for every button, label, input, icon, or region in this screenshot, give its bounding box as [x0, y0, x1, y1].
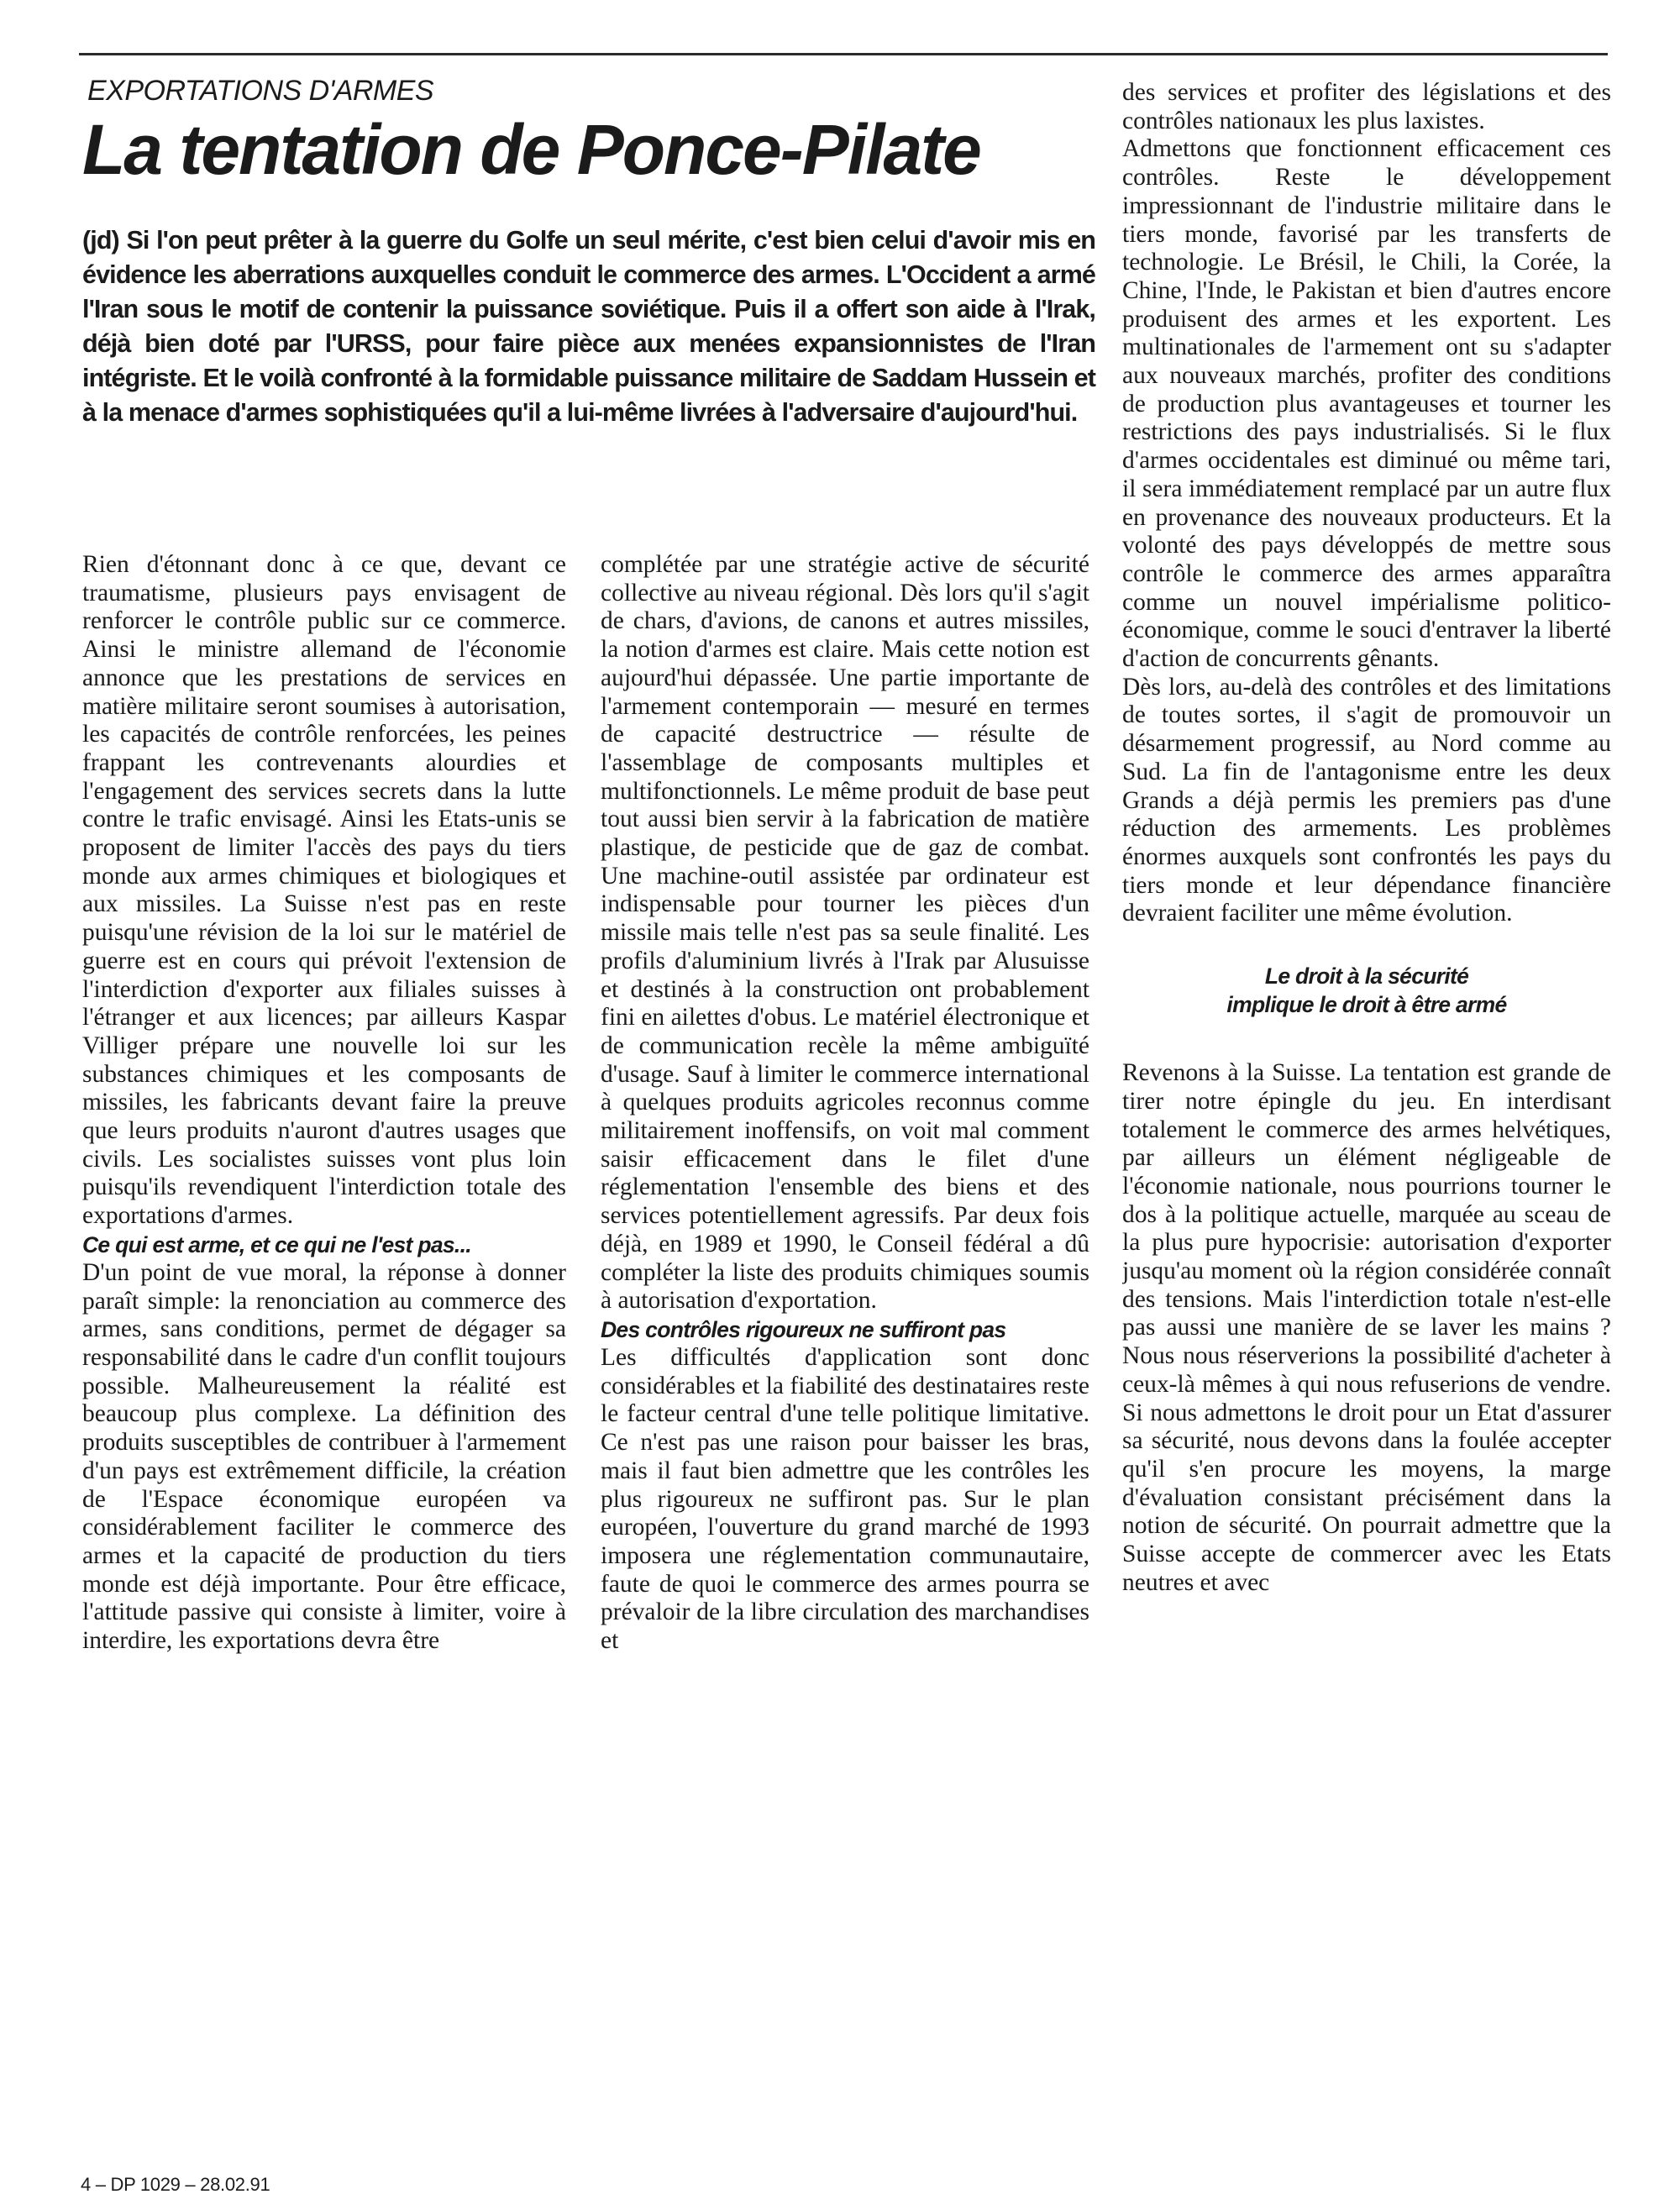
paragraph: Rien d'étonnant donc à ce que, devant ce traumatisme, plusieurs pays envisagent de renforcer le contrôle public sur ce commerce. Ainsi le ministre allemand de l'économie annonce que les prestations de services en matière militaire seront soumises à autorisation, les capacités de contrôle renforcées, les peines frappant les contrevenants alourdies et l'engagement des services secrets dans la lutte contre le trafic envisagé. Ainsi les Etats-unis se proposent de limiter l'accès des pays du tiers monde aux armes chimiques et biologiques et aux missiles. La Suisse n'est pas en reste puisqu'une révision de la loi sur le matériel de guerre est en cours qui prévoit l'extension de l'interdiction d'exporter aux filiales suisses à l'étranger et aux licences; par ailleurs Kaspar Villiger prépare une nouvelle loi sur les substances chimiques et les composants de missiles, les fabricants devant faire la preuve que leurs produits n'auront d'autres usages que civils. Les socialistes suisses vont plus loin puisqu'ils revendiquent l'interdiction totale des exportations d'armes.	[82, 551, 566, 1230]
top-rule	[79, 53, 1608, 55]
subheading: Des contrôles rigoureux ne suffiront pas	[601, 1316, 1006, 1342]
page-folio: 4 – DP 1029 – 28.02.91	[81, 2174, 270, 2195]
paragraph: Dès lors, au-delà des contrôles et des limitations de toutes sortes, il s'agit de promouvoir un désarmement progressif, au Nord comme au Sud. La fin de l'antagonisme entre les deux Grands a déjà permis les premiers pas d'une réduction des armements. Les problèmes énormes auxquels sont confrontés les pays du tiers monde et leur dépendance financière devraient faciliter une même évolution.	[1122, 673, 1611, 927]
kicker: EXPORTATIONS D'ARMES	[87, 75, 434, 107]
paragraph: des services et profiter des législations et des contrôles nationaux les plus laxistes.	[1122, 79, 1611, 134]
column-2	[601, 551, 1089, 2055]
column-1	[82, 551, 566, 2055]
paragraph: Revenons à la Suisse. La tentation est grande de tirer notre épingle du jeu. En interdisant totalement le commerce des armes helvétiques, par ailleurs un élément négligeable de l'économie nationale, nous pourrions tourner le dos à la politique actuelle, marquée au sceau de la plus pure hypocrisie: autorisation d'exporter jusqu'au moment où la région considérée connaît des tensions. Mais l'interdiction totale n'est-elle pas aussi une manière de se laver les mains ? Nous nous réserverions la possibilité d'acheter à ceux-là mêmes à qui nous refuserions de vendre. Si nous admettons le droit pour un Etat d'assurer sa sécurité, nous devons dans la foulée accepter qu'il s'en procure les moyens, la marge d'évaluation consistant précisément dans la notion de sécurité. On pourrait admettre que la Suisse accepte de commercer avec les Etats neutres et avec	[1122, 1059, 1611, 1596]
subheading-line: implique le droit à être armé	[1226, 992, 1507, 1018]
article-title: La tentation de Ponce-Pilate	[82, 110, 980, 189]
subheading-line: Le droit à la sécurité	[1264, 963, 1469, 990]
paragraph: Les difficultés d'application sont donc considérables et la fiabilité des destinataires reste le facteur central d'une telle politique limitative. Ce n'est pas une raison pour baisser les bras, mais il faut bien admettre que les contrôles les plus rigoureux ne suffiront pas. Sur le plan européen, l'ouverture du grand marché de 1993 imposera une réglementation communautaire, faute de quoi le commerce des armes pourra se prévaloir de la libre circulation des marchandises et	[601, 1343, 1089, 1655]
paragraph: complétée par une stratégie active de sécurité collective au niveau régional. Dès lors qu'il s'agit de chars, d'avions, de canons et autres missiles, la notion d'armes est claire. Mais cette notion est aujourd'hui dépassée. Une partie importante de l'armement contemporain — mesuré en termes de capacité destructrice — résulte de l'assemblage de composants multiples et multifonctionnels. Le même produit de base peut tout aussi bien servir à la fabrication de matière plastique, de pesticide que de gaz de combat. Une machine-outil assistée par ordinateur est indispensable pour tourner les pièces d'un missile mais telle n'est pas sa seule finalité. Les profils d'aluminium livrés à l'Irak par Alusuisse et destinés à la construction ont probablement fini en ailettes d'obus. Le matériel électronique et de communication recèle la même ambiguïté d'usage. Sauf à limiter le commerce international à quelques produits agricoles reconnus comme militairement inoffensifs, on voit mal comment saisir efficacement dans le filet d'une réglementation l'ensemble des biens et des services potentiellement agressifs. Par deux fois déjà, en 1989 et 1990, le Conseil fédéral a dû compléter la liste des produits chimiques soumis à autorisation d'exportation.	[601, 551, 1089, 1315]
column-3	[1122, 79, 1611, 2055]
subheading	[1122, 962, 1611, 1019]
paragraph: Admettons que fonctionnent efficacement ces contrôles. Reste le développement impressionnant de l'industrie militaire dans le tiers monde, favorisé par les transferts de technologie. Le Brésil, le Chili, la Corée, la Chine, l'Inde, le Pakistan et bien d'autres encore produisent des armes et les exportent. Les multinationales de l'armement ont su s'adapter aux nouveaux marchés, profiter des conditions de production plus avantageuses et tourner les restrictions des pays industrialisés. Si le flux d'armes occidentales est diminué ou même tari, il sera immédiatement remplacé par un autre flux en provenance des nouveaux producteurs. Et la volonté des pays développés de mettre sous contrôle le commerce des armes apparaîtra comme un nouvel impérialisme politico-économique, comme le souci d'entraver la liberté d'action de concurrents gênants.	[1122, 135, 1611, 673]
subheading: Ce qui est arme, et ce qui ne l'est pas...	[82, 1231, 471, 1257]
paragraph: D'un point de vue moral, la réponse à donner paraît simple: la renonciation au commerce des armes, sans conditions, permet de dégager sa responsabilité dans le cadre d'un conflit toujours possible. Malheureusement la réalité est beaucoup plus complexe. La définition des produits susceptibles de contribuer à l'armement d'un pays est extrêmement difficile, la création de l'Espace économique européen va considérablement faciliter le commerce des armes et la capacité de production du tiers monde est déjà importante. Pour être efficace, l'attitude passive qui consiste à limiter, voire à interdire, les exportations devra être	[82, 1258, 566, 1655]
article-lead: (jd) Si l'on peut prêter à la guerre du Golfe un seul mérite, c'est bien celui d'avoir mis en évidence les aberrations auxquelles conduit le commerce des armes. L'Occident a armé l'Iran sous le motif de contenir la puissance soviétique. Puis il a offert son aide à l'Irak, déjà bien doté par l'URSS, pour faire pièce aux menées expansionnistes de l'Iran intégriste. Et le voilà confronté à la formidable puissance militaire de Saddam Hussein et à la menace d'armes sophistiquées qu'il a lui-même livrées à l'adversaire d'aujourd'hui.	[82, 226, 1095, 427]
